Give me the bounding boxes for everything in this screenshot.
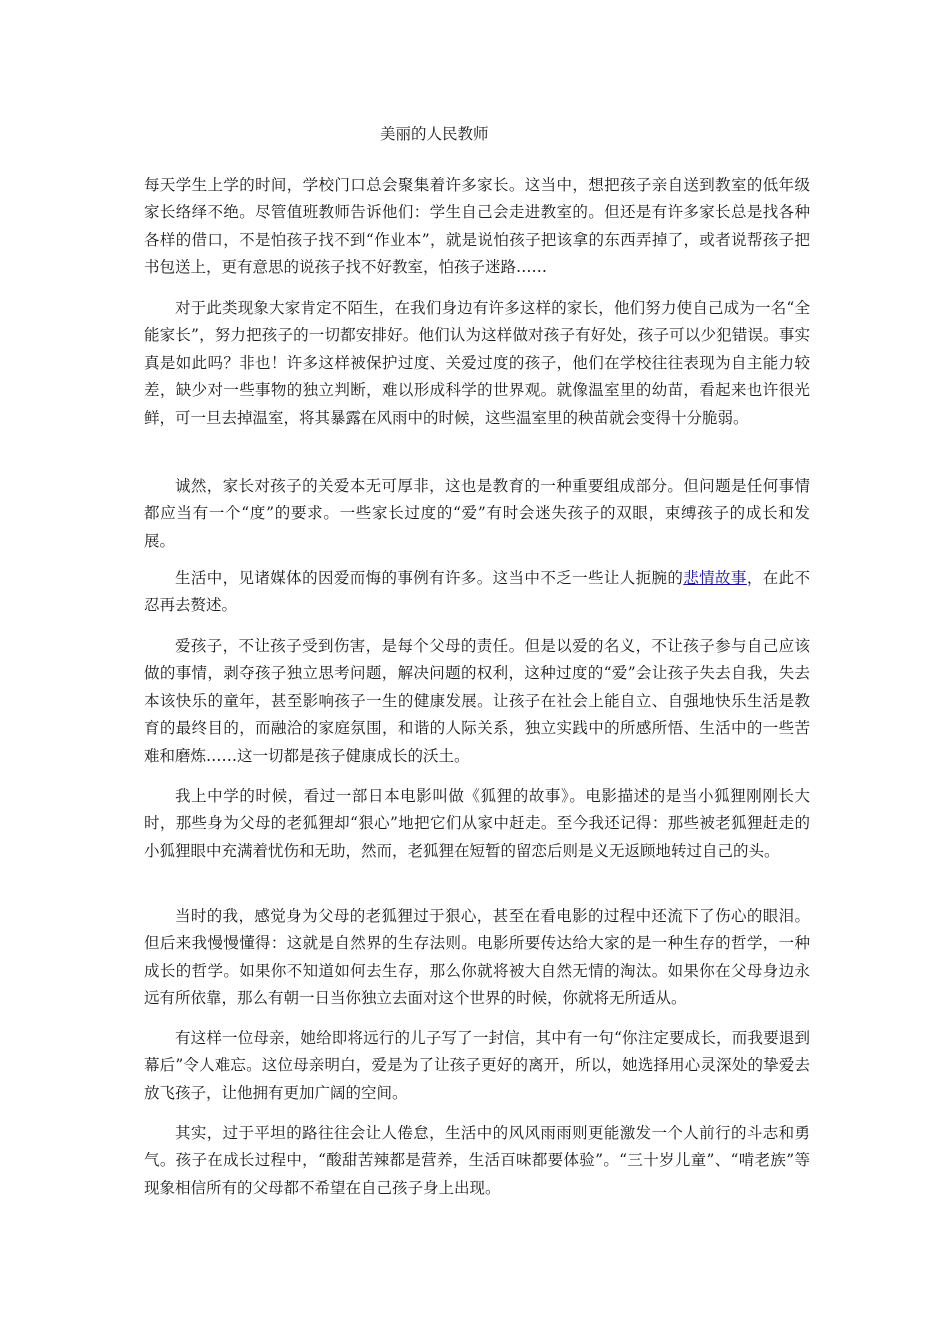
paragraph-7: 当时的我，感觉身为父母的老狐狸过于狠心，甚至在看电影的过程中还流下了伤心的眼泪。但后来我慢慢懂得：这就是自然界的生存法则。电影所要传达给大家的是一种生存的哲学，一种成长的哲学。如果你不知道如何去生存，那么你就将被大自然无情的淘汰。如果你在父母身边永远有所依靠，那么有朝一日当你独立去面对这个世界的时候，你就将无所适从。 — [144, 907, 810, 1008]
paragraph-9: 其实，过于平坦的路往往会让人倦怠，生活中的风风雨雨则更能激发一个人前行的斗志和勇气。孩子在成长过程中，“酸甜苦辣都是营养，生活百味都要体验”。“三十岁儿童”、“啃老族”等现象相信所有的父母都不希望在自己孩子身上出现。 — [144, 1124, 810, 1197]
paragraph-1: 每天学生上学的时间，学校门口总会聚集着许多家长。这当中，想把孩子亲自送到教室的低年级家长络绎不绝。尽管值班教师告诉他们：学生自己会走进教室的。但还是有许多家长总是找各种各样的借口，不是怕孩子找不到“作业本”，就是说怕孩子把该拿的东西弄掉了，或者说帮孩子把书包送上，更有意思的说孩子找不好教室，怕孩子迷路…… — [144, 176, 810, 277]
document-title: 美丽的人民教师 — [380, 125, 489, 143]
paragraph-6: 我上中学的时候，看过一部日本电影叫做《狐狸的故事》。电影描述的是当小狐狸刚刚长大时，那些身为父母的老狐狸却“狠心”地把它们从家中赶走。至今我还记得：那些被老狐狸赶走的小狐狸眼中充满着忧伤和无助，然而，老狐狸在短暂的留恋后则是义无返顾地转过自己的头。 — [144, 787, 810, 860]
paragraph-4-text-after: ，在此不忍再去赘述。 — [144, 569, 810, 615]
paragraph-5: 爱孩子，不让孩子受到伤害，是每个父母的责任。但是以爱的名义，不让孩子参与自己应该做的事情，剥夺孩子独立思考问题，解决问题的权利，这种过度的“爱”会让孩子失去自我，失去本该快乐的童年，甚至影响孩子一生的健康发展。让孩子在社会上能自立、自强地快乐生活是教育的最终目的，而融洽的家庭氛围，和谐的人际关系，独立实践中的所感所悟、生活中的一些苦难和磨炼……这一切都是孩子健康成长的沃土。 — [144, 637, 810, 765]
paragraph-4 — [144, 565, 810, 620]
paragraph-2: 对于此类现象大家肯定不陌生，在我们身边有许多这样的家长，他们努力使自己成为一名“全能家长”，努力把孩子的一切都安排好。他们认为这样做对孩子有好处，孩子可以少犯错误。事实真是如此吗？非也！许多这样被保护过度、关爱过度的孩子，他们在学校往往表现为自主能力较差，缺少对一些事物的独立判断，难以形成科学的世界观。就像温室里的幼苗，看起来也许很光鲜，可一旦去掉温室，将其暴露在风雨中的时候，这些温室里的秧苗就会变得十分脆弱。 — [144, 299, 810, 427]
sad-stories-link[interactable]: 悲情故事 — [683, 569, 747, 587]
paragraph-4-text-before: 生活中，见诸媒体的因爱而悔的事例有许多。这当中不乏一些让人扼腕的 — [175, 569, 684, 587]
paragraph-3: 诚然，家长对孩子的关爱本无可厚非，这也是教育的一种重要组成部分。但问题是任何事情都应当有一个“度”的要求。一些家长过度的“爱”有时会迷失孩子的双眼，束缚孩子的成长和发展。 — [144, 477, 810, 550]
paragraph-8: 有这样一位母亲，她给即将远行的儿子写了一封信，其中有一句“你注定要成长，而我要退到幕后”令人难忘。这位母亲明白，爱是为了让孩子更好的离开，所以，她选择用心灵深处的挚爱去放飞孩子，让他拥有更加广阔的空间。 — [144, 1029, 810, 1102]
